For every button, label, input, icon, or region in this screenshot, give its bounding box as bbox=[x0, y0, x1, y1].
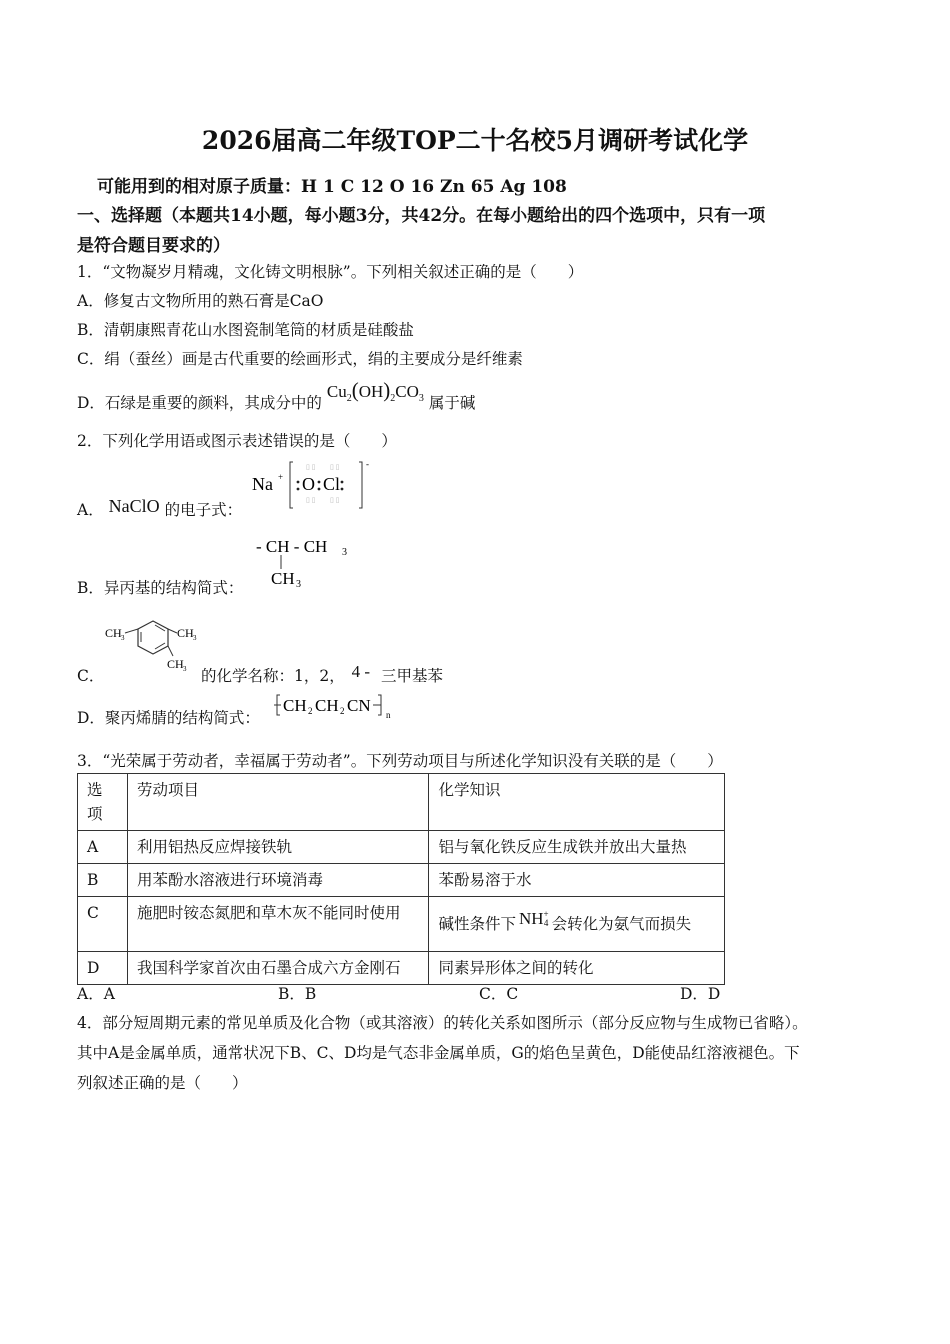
atomic-masses: 可能用到的相对原子质量：H 1 C 12 O 16 Zn 65 Ag 108 bbox=[97, 177, 567, 197]
row-c-option: C bbox=[78, 897, 128, 952]
row-c-knowledge-prefix: 碱性条件下 bbox=[438, 915, 516, 933]
q3-stem: 3．“光荣属于劳动者，幸福属于劳动者”。下列劳动项目与所述化学知识没有关联的是（ ） bbox=[77, 752, 723, 770]
svg-text:▯ ▯: ▯ ▯ bbox=[306, 463, 316, 471]
q3-choice-d: D．D bbox=[680, 985, 721, 1003]
q1-option-b: B．清朝康熙青花山水图瓷制笔筒的材质是硅酸盐 bbox=[77, 321, 414, 339]
q1-option-a: A．修复古文物所用的熟石膏是CaO bbox=[77, 292, 324, 310]
labor-knowledge-table bbox=[77, 773, 725, 985]
row-b-option: B bbox=[78, 864, 128, 897]
svg-text:3: 3 bbox=[193, 634, 197, 642]
svg-text:O: O bbox=[302, 474, 315, 494]
isopropyl-structure bbox=[254, 532, 364, 592]
svg-text:+: + bbox=[278, 472, 284, 482]
table-row bbox=[78, 864, 725, 897]
table-row bbox=[78, 952, 725, 985]
q2-option-c-prefix: 的化学名称：1，2， bbox=[201, 667, 345, 685]
q3-choice-a: A．A bbox=[77, 985, 115, 1003]
q1-stem: 1．“文物凝岁月精魂，文化铸文明根脉”。下列相关叙述正确的是（ ） bbox=[77, 263, 584, 281]
row-a-knowledge: 铝与氧化铁反应生成铁并放出大量热 bbox=[429, 831, 725, 864]
row-d-labor: 我国科学家首次由石墨合成六方金刚石 bbox=[127, 952, 428, 985]
svg-text:3: 3 bbox=[183, 665, 187, 673]
q2-option-c-suffix: 三甲基苯 bbox=[381, 667, 444, 685]
trimethylbenzene-structure bbox=[103, 612, 203, 678]
svg-text:CH: CH bbox=[167, 657, 184, 671]
row-a-labor: 利用铝热反应焊接铁轨 bbox=[127, 831, 428, 864]
q4-stem-line1: 4．部分短周期元素的常见单质及化合物（或其溶液）的转化关系如图所示（部分反应物与生成物已省略）。 bbox=[77, 1014, 808, 1032]
svg-text:- CH - CH: - CH - CH bbox=[256, 537, 328, 556]
svg-text:CH: CH bbox=[283, 696, 307, 715]
ammonium-formula: NH + 4 bbox=[518, 909, 549, 928]
svg-text:3: 3 bbox=[296, 579, 301, 590]
table-row bbox=[78, 831, 725, 864]
svg-text:2: 2 bbox=[308, 706, 313, 716]
page-title: 2026届高二年级TOP二十名校5月调研考试化学 bbox=[201, 126, 749, 155]
q3-choice-b: B．B bbox=[278, 985, 317, 1003]
malachite-formula: $Cu_2(OH)_2CO_3$ bbox=[326, 378, 424, 404]
section-heading-line1: 一、选择题（本题共14小题，每小题3分，共42分。在每小题给出的四个选项中，只有一项 bbox=[77, 206, 766, 226]
q2-option-c-label: C． bbox=[77, 667, 105, 685]
q2-option-a-suffix: 的电子式： bbox=[164, 501, 243, 519]
row-b-labor: 用苯酚水溶液进行环境消毒 bbox=[127, 864, 428, 897]
svg-text:3: 3 bbox=[342, 547, 347, 558]
svg-text:▯ ▯: ▯ ▯ bbox=[306, 496, 316, 504]
row-b-knowledge: 苯酚易溶于水 bbox=[429, 864, 725, 897]
q4-stem-line2: 其中A是金属单质，通常状况下B、C、D均是气态非金属单质，G的焰色呈黄色，D能使品红溶液褪色。下 bbox=[77, 1044, 800, 1062]
naclo-formula: NaClO bbox=[108, 496, 160, 516]
svg-text:CH: CH bbox=[315, 696, 339, 715]
svg-text:-: - bbox=[366, 459, 369, 469]
svg-text:2: 2 bbox=[340, 706, 345, 716]
row-c-knowledge bbox=[429, 897, 725, 952]
q2-option-d: D．聚丙烯腈的结构简式： bbox=[77, 709, 260, 727]
header-knowledge: 化学知识 bbox=[429, 774, 725, 831]
q1-option-c: C．绢（蚕丝）画是古代重要的绘画形式，绢的主要成分是纤维素 bbox=[77, 350, 523, 368]
svg-text:n: n bbox=[386, 710, 391, 720]
q2-option-b: B．异丙基的结构简式： bbox=[77, 579, 244, 597]
table-header-row bbox=[78, 774, 725, 831]
row-c-labor: 施肥时铵态氮肥和草木灰不能同时使用 bbox=[127, 897, 428, 952]
header-labor: 劳动项目 bbox=[127, 774, 428, 831]
svg-text:▯ ▯: ▯ ▯ bbox=[330, 496, 340, 504]
row-a-option: A bbox=[78, 831, 128, 864]
row-c-knowledge-suffix: 会转化为氨气而损失 bbox=[551, 915, 692, 933]
q3-choice-c: C．C bbox=[479, 985, 519, 1003]
q1-option-d-prefix: D．石绿是重要的颜料，其成分中的 bbox=[77, 394, 322, 412]
q1-option-d bbox=[77, 378, 476, 415]
svg-text:3: 3 bbox=[121, 634, 125, 642]
svg-text:CN: CN bbox=[347, 696, 371, 715]
header-option: 选项 bbox=[78, 774, 128, 831]
row-d-knowledge: 同素异形体之间的转化 bbox=[429, 952, 725, 985]
naclo-electron-formula bbox=[250, 458, 375, 512]
svg-text:CH: CH bbox=[271, 569, 295, 588]
q2-option-c-name bbox=[201, 664, 443, 686]
q4-stem-line3: 列叙述正确的是（ ） bbox=[77, 1074, 248, 1092]
svg-text:CH: CH bbox=[105, 626, 122, 640]
q2-option-c-locant: 4 - bbox=[351, 662, 371, 681]
section-heading-line2: 是符合题目要求的） bbox=[77, 236, 230, 256]
polyacrylonitrile-structure bbox=[274, 690, 409, 724]
q1-option-d-suffix: 属于碱 bbox=[428, 394, 476, 412]
table-row bbox=[78, 897, 725, 952]
svg-text:CH: CH bbox=[177, 626, 194, 640]
svg-text:Cl: Cl bbox=[323, 474, 341, 494]
row-d-option: D bbox=[78, 952, 128, 985]
q2-stem: 2．下列化学用语或图示表述错误的是（ ） bbox=[77, 432, 397, 450]
svg-text:Na: Na bbox=[252, 474, 273, 494]
q2-option-a-label: A． bbox=[77, 501, 104, 519]
svg-text:▯ ▯: ▯ ▯ bbox=[330, 463, 340, 471]
q2-option-a bbox=[77, 498, 242, 520]
